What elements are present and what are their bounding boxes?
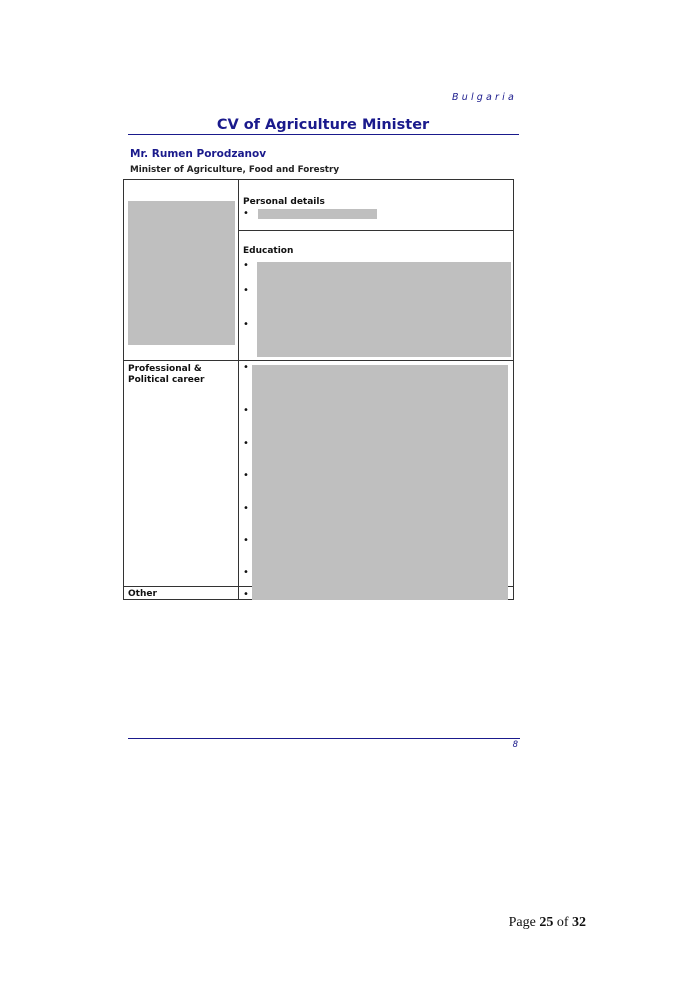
career-redacted [252, 365, 508, 600]
bullet-career-7: • [243, 567, 249, 578]
other-label: Other [128, 589, 157, 599]
row-divider-education [238, 230, 513, 231]
personal-details-label: Personal details [243, 197, 325, 207]
page-current: 25 [539, 915, 554, 930]
bullet-other: • [243, 589, 249, 600]
cv-table [123, 179, 514, 600]
page-counter-middle: of [553, 915, 572, 930]
education-label: Education [243, 246, 294, 256]
inner-page-number: 8 [512, 740, 518, 750]
country-header: Bulgaria [452, 92, 517, 103]
bullet-career-1: • [243, 362, 249, 373]
career-label-line2: Political career [128, 375, 205, 385]
bullet-career-5: • [243, 503, 249, 514]
education-redacted [257, 262, 511, 357]
bullet-personal: • [243, 208, 249, 219]
title-underline [128, 134, 519, 135]
bullet-career-2: • [243, 405, 249, 416]
minister-name: Mr. Rumen Porodzanov [130, 148, 267, 160]
footer-rule [128, 738, 520, 739]
personal-details-redacted [258, 209, 377, 219]
column-divider [238, 180, 239, 599]
bullet-education-2: • [243, 285, 249, 296]
bullet-education-1: • [243, 260, 249, 271]
page-counter-prefix: Page [508, 915, 540, 930]
minister-role: Minister of Agriculture, Food and Forestry [130, 165, 340, 175]
page-counter [509, 915, 586, 931]
page-total: 32 [572, 915, 586, 930]
bullet-education-3: • [243, 319, 249, 330]
photo-redacted [128, 201, 235, 345]
bullet-career-6: • [243, 535, 249, 546]
career-label-line1: Professional & [128, 364, 202, 374]
bullet-career-3: • [243, 438, 249, 449]
document-title: CV of Agriculture Minister [216, 117, 430, 133]
row-divider-career [124, 360, 513, 361]
bullet-career-4: • [243, 470, 249, 481]
